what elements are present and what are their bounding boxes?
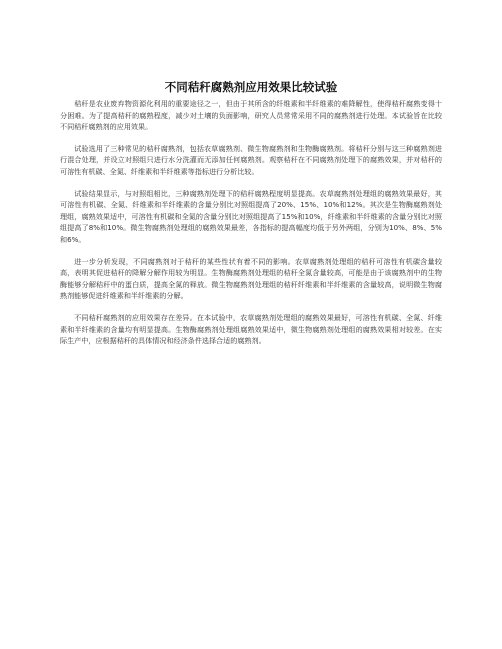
- document-title: 不同秸秆腐熟剂应用效果比较试验: [164, 80, 338, 94]
- paragraph-analysis: 进一步分析发现，不同腐熟剂对于秸秆的某些性状有着不同的影响。农草腐熟剂处理组的秸秆可溶性有机碳含量较高，表明其促进秸秆的降解分解作用较为明显。生物酶腐熟剂处理组的秸秆全氮含量较高，可能是由于该腐熟剂中的生物酶能够分解秸秆中的蛋白质，提高全氮的释放。微生物腐熟剂处理组的秸秆纤维素和半纤维素的含量较高，说明微生物腐熟剂能够促进纤维素和半纤维素的分解。: [60, 256, 442, 301]
- document-body: [60, 98, 442, 357]
- paragraph-results: 试验结果显示，与对照组相比，三种腐熟剂处理下的秸秆腐熟程度明显提高。农草腐熟剂处理组的腐熟效果最好，其可溶性有机碳、全氮、纤维素和半纤维素的含量分别比对照组提高了20%、15%、10%和12%。其次是生物酶腐熟剂处理组，腐熟效果适中，可溶性有机碳和全氮的含量分别比对照组提高了15%和10%，纤维素和半纤维素的含量分别比对照组提高了8%和10%。微生物腐熟剂处理组的腐熟效果最差，各指标的提高幅度均低于另外两组，分别为10%、8%、5%和6%。: [60, 188, 442, 244]
- paragraph-method: 试验选用了三种常见的秸秆腐熟剂，包括农草腐熟剂、微生物腐熟剂和生物酶腐熟剂。将秸秆分别与这三种腐熟剂进行混合处理，并设立对照组只进行水分洗灌而无添加任何腐熟剂。观察秸秆在不同腐熟剂处理下的腐熟效果，并对秸秆的可溶性有机碳、全氮、纤维素和半纤维素等指标进行分析比较。: [60, 143, 442, 176]
- paragraph-conclusion: 不同秸秆腐熟剂的应用效果存在差异。在本试验中，农草腐熟剂处理组的腐熟效果最好，可溶性有机碳、全氮、纤维素和半纤维素的含量均有明显提高。生物酶腐熟剂处理组腐熟效果适中，微生物腐熟剂处理组的腐熟效果相对较差。在实际生产中，应根据秸秆的具体情况和经济条件选择合适的腐熟剂。: [60, 312, 442, 346]
- paragraph-intro: 秸秆是农业废弃物资源化利用的重要途径之一，但由于其所含的纤维素和半纤维素的难降解性，使得秸秆腐熟变得十分困难。为了提高秸秆的腐熟程度，减少对土壤的负面影响，研究人员常常采用不同的腐熟剂进行处理。本试验旨在比较不同秸秆腐熟剂的应用效果。: [60, 99, 442, 132]
